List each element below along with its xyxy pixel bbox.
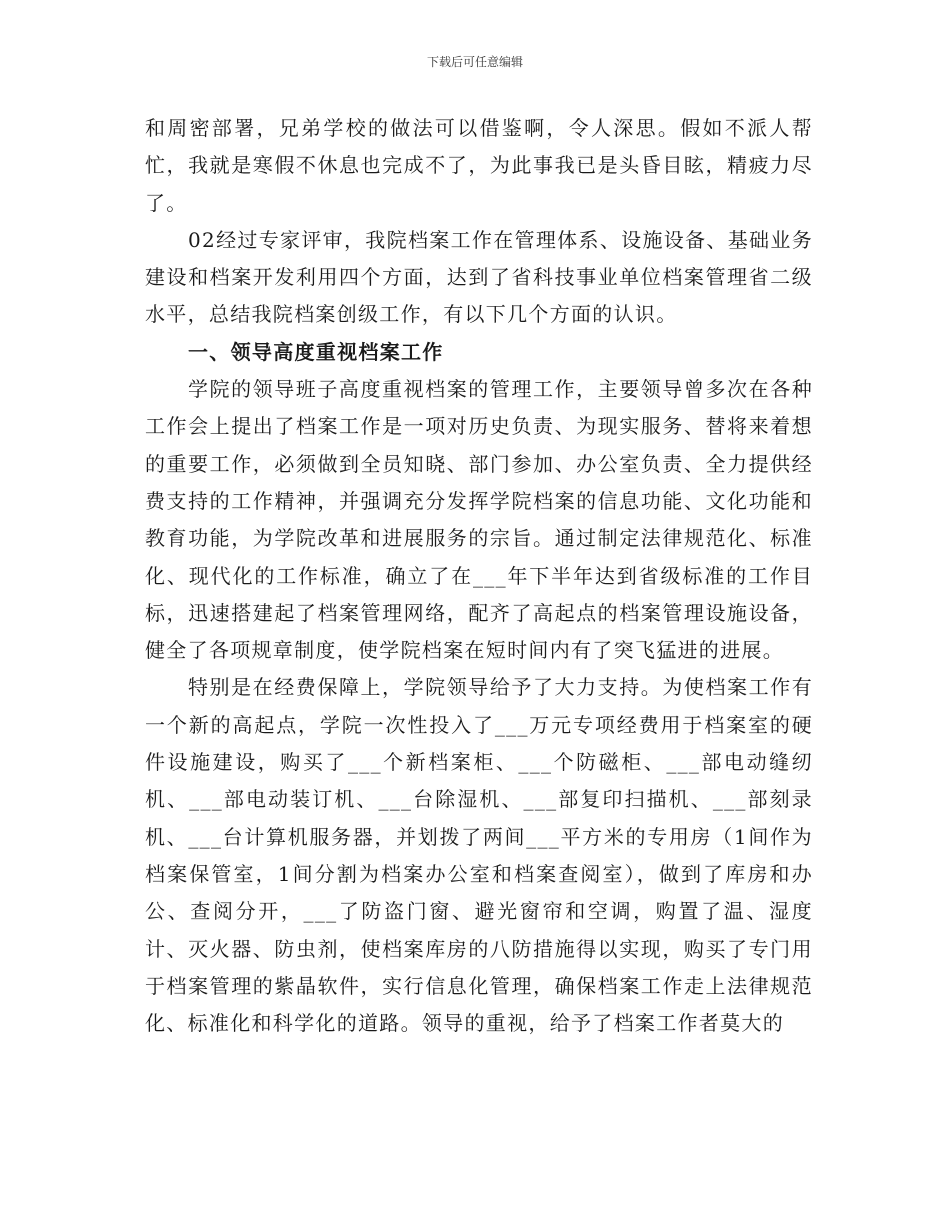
paragraph-funding: 特别是在经费保障上，学院领导给予了大力支持。为使档案工作有一个新的高起点，学院一次性投入了___万元专项经费用于档案室的硬件设施建设，购买了___个新档案柜、___个防磁柜、___部电动缝纫机、___部电动装订机、___台除湿机、___部复印扫描机、___部刻录机、___台计算机服务器，并划拨了两间___平方米的专用房（1间作为档案保管室，1间分割为档案办公室和档案查阅室），做到了库房和办公、查阅分开，___了防盗门窗、避光窗帘和空调，购置了温、湿度计、灭火器、防虫剂，使档案库房的八防措施得以实现，购买了专门用于档案管理的紫晶软件，实行信息化管理，确保档案工作走上法律规范化、标准化和科学化的道路。领导的重视，给予了档案工作者莫大的 [145, 675, 813, 1036]
page-header: 下载后可任意编辑 [426, 55, 523, 69]
paragraph-continuation: 和周密部署，兄弟学校的做法可以借鉴啊，令人深思。假如不派人帮忙，我就是寒假不休息也完成不了，为此事我已是头昏目眩，精疲力尽了。 [145, 116, 813, 215]
document-body [145, 110, 813, 1042]
paragraph-review-summary: 02经过专家评审，我院档案工作在管理体系、设施设备、基础业务建设和档案开发利用四个方面，达到了省科技事业单位档案管理省二级水平，总结我院档案创级工作，有以下几个方面的认识。 [145, 227, 813, 327]
paragraph-leadership: 学院的领导班子高度重视档案的管理工作，主要领导曾多次在各种工作会上提出了档案工作是一项对历史负责、为现实服务、替将来着想的重要工作，必须做到全员知晓、部门参加、办公室负责、全力提供经费支持的工作精神，并强调充分发挥学院档案的信息功能、文化功能和教育功能，为学院改革和进展服务的宗旨。通过制定法律规范化、标准化、现代化的工作标准，确立了在___年下半年达到省级标准的工作目标，迅速搭建起了档案管理网络，配齐了高起点的档案管理设施设备，健全了各项规章制度，使学院档案在短时间内有了突飞猛进的进展。 [145, 377, 813, 663]
section-heading: 一、领导高度重视档案工作 [188, 339, 444, 364]
